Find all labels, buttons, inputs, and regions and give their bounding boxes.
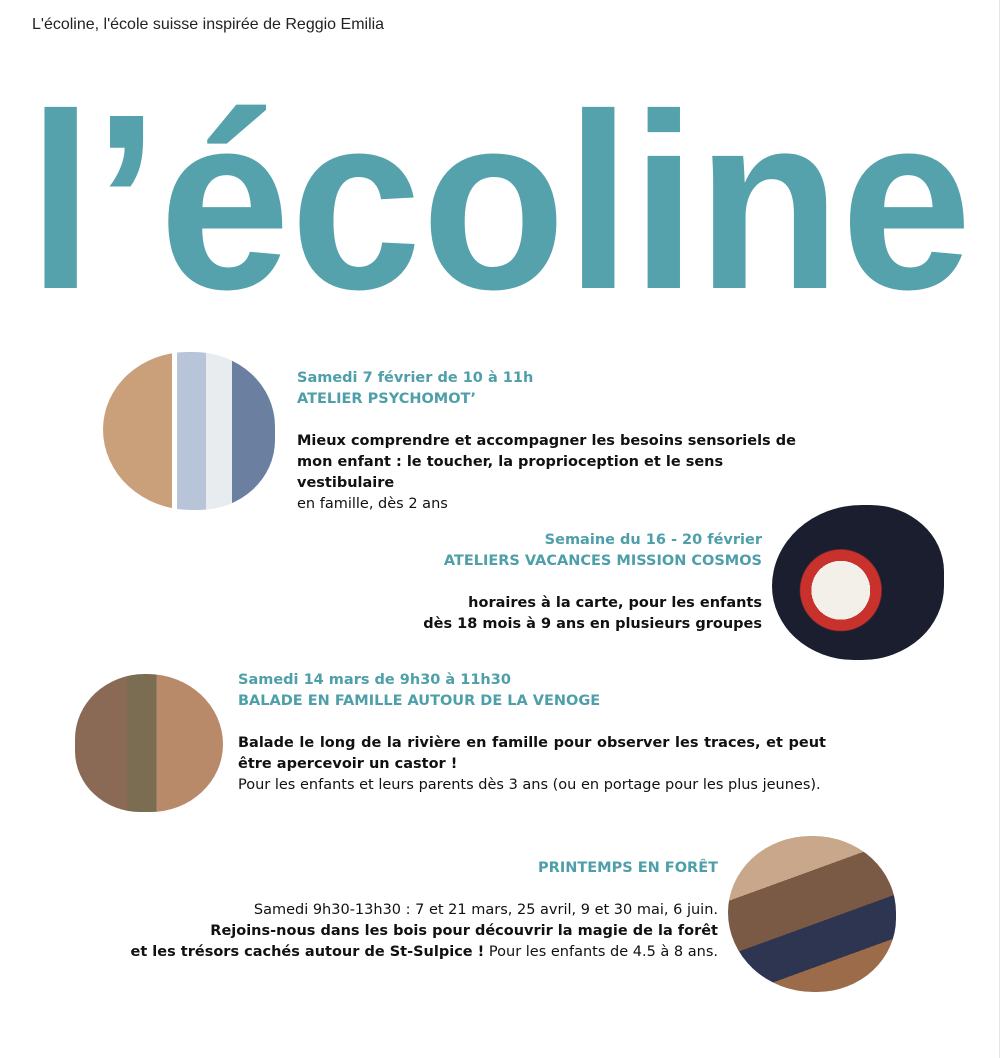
event-photo-cosmos: [772, 505, 944, 660]
event-schedule: Samedi 9h30-13h30 : 7 et 21 mars, 25 avril, 9 et 30 mai, 6 juin.: [253, 902, 718, 918]
event-psychomot: [297, 368, 817, 515]
event-description: Mieux comprendre et accompagner les besoins sensoriels de: [297, 433, 796, 449]
event-date: Samedi 14 mars de 9h30 à 11h30: [238, 672, 511, 688]
event-description: dès 18 mois à 9 ans en plusieurs groupes: [423, 616, 762, 632]
event-printemps: [110, 858, 718, 963]
event-title: ATELIER PSYCHOMOT’: [297, 391, 476, 407]
event-title: BALADE EN FAMILLE AUTOUR DE LA VENOGE: [238, 693, 601, 709]
event-audience: Pour les enfants de 4.5 à 8 ans.: [484, 944, 718, 960]
event-photo-psychomot: [103, 352, 275, 510]
event-description: Balade le long de la rivière en famille pour observer les traces, et peut être apercevoir un castor !: [238, 735, 826, 772]
event-date: Samedi 7 février de 10 à 11h: [297, 370, 534, 386]
ecoline-logo: [26, 60, 976, 300]
event-cosmos: [380, 530, 762, 635]
event-title: ATELIERS VACANCES MISSION COSMOS: [443, 553, 762, 569]
logo-text: l’écoline: [28, 62, 972, 300]
event-photo-venoge: [75, 674, 223, 812]
event-photo-foret: [728, 836, 896, 992]
event-title: PRINTEMPS EN FORÊT: [538, 860, 718, 876]
event-date: Semaine du 16 - 20 février: [544, 532, 762, 548]
event-audience: Pour les enfants et leurs parents dès 3 ans (ou en portage pour les plus jeunes).: [238, 777, 821, 793]
email-subject: L'écoline, l'école suisse inspirée de Reggio Emilia: [32, 16, 385, 33]
event-venoge: [238, 670, 826, 796]
event-audience: en famille, dès 2 ans: [297, 496, 448, 512]
event-description: mon enfant : le toucher, la proprioception et le sens vestibulaire: [297, 454, 724, 491]
event-description: Rejoins-nous dans les bois pour découvrir la magie de la forêt: [210, 923, 718, 939]
event-description: horaires à la carte, pour les enfants: [468, 595, 762, 611]
event-description: et les trésors cachés autour de St-Sulpice !: [130, 944, 485, 960]
